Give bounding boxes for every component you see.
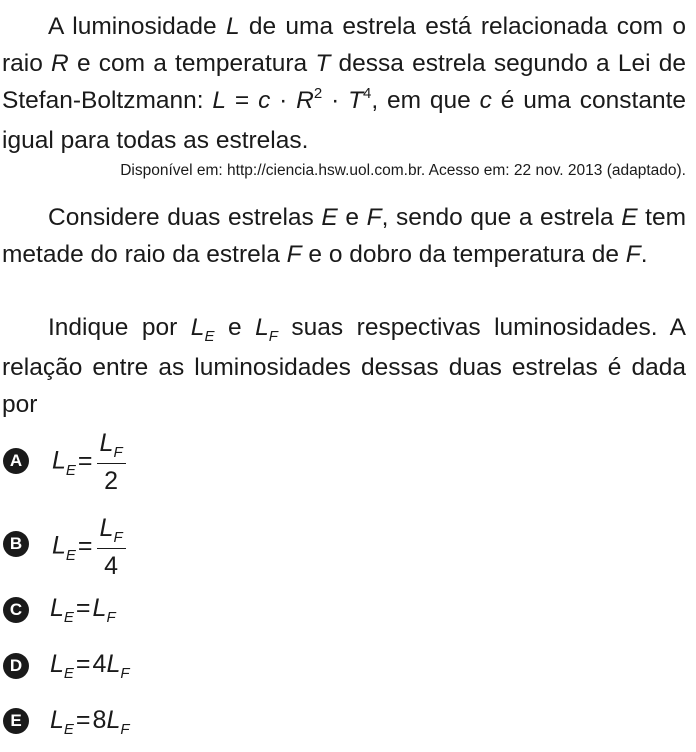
option-b[interactable] — [0, 513, 400, 580]
option-letter-badge: D — [3, 653, 29, 679]
stefan-boltzmann-formula: $L = c \cdot R^2 \cdot T^4$ — [212, 85, 372, 114]
intro-paragraph: A luminosidade L de uma estrela está relacionada com o raio R e com a temperatura T dessa estrela segundo a Lei de Stefan-Boltzmann: $L = c \cdot R^2 \cdot T^4$, em que c é uma constante igual para todas as estrelas. — [2, 13, 687, 154]
fraction: $\frac{L_F}{4}$ — [97, 513, 126, 581]
question-paragraph: Indique por $L_E$ e $L_F$ suas respectivas luminosidades. A relação entre as luminosidades dessas duas estrelas é dada por — [2, 314, 686, 418]
option-formula: $L_E=8L_F$ — [50, 706, 130, 738]
option-d[interactable] — [0, 650, 400, 686]
option-formula: $L_E=$ $\frac{L_F}{4}$ — [52, 513, 126, 581]
source-citation: Disponível em: http://ciencia.hsw.uol.com.br. Acesso em: 22 nov. 2013 (adaptado). — [120, 162, 686, 179]
stars-paragraph: Considere duas estrelas E e F, sendo que a estrela E tem metade do raio da estrela F e o dobro da temperatura de F. — [2, 204, 686, 268]
option-formula: $L_E=$ $\frac{L_F}{2}$ — [52, 428, 126, 496]
option-e[interactable] — [0, 706, 400, 742]
option-letter-badge: C — [3, 597, 29, 623]
fraction: $\frac{L_F}{2}$ — [97, 428, 126, 496]
option-formula: $L_E=L_F$ — [50, 594, 116, 626]
option-letter-badge: A — [3, 448, 29, 474]
option-a[interactable] — [0, 428, 400, 495]
option-c[interactable] — [0, 594, 400, 630]
option-letter-badge: B — [3, 531, 29, 557]
option-letter-badge: E — [3, 708, 29, 734]
option-formula: $L_E=4L_F$ — [50, 650, 130, 682]
